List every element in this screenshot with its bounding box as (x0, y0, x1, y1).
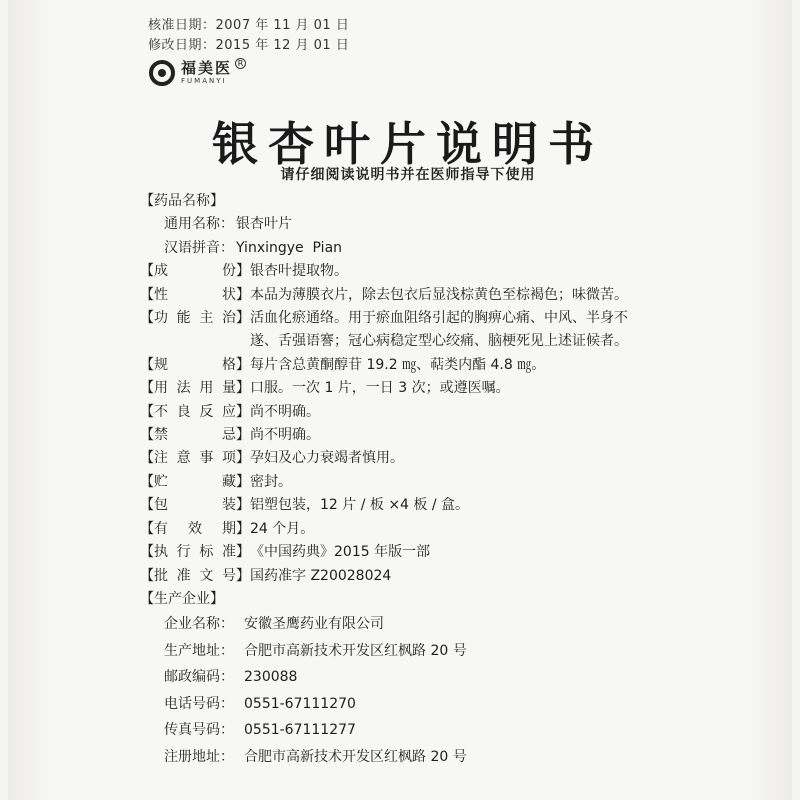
section-row: 【 不良反应 】 尚不明确。 (140, 401, 700, 424)
manufacturer-label: 邮政编码： (164, 669, 234, 686)
section-label: 注意事项 (154, 450, 236, 467)
leaflet-sheet (8, 0, 792, 800)
date-block (148, 16, 349, 56)
manufacturer-row (140, 664, 700, 691)
section-row: 【 包 装 】 铝塑包装，12 片 / 板 ×4 板 / 盒。 (140, 494, 700, 517)
generic-name-label: 通用名称： (164, 216, 234, 233)
section-value: 口服。一次 1 片，一日 3 次；或遵医嘱。 (250, 380, 510, 397)
section-label: 成 份 (154, 263, 236, 280)
revision-date: 修改日期：2015 年 12 月 01 日 (148, 38, 350, 53)
section-row: 【 成 份 】 银杏叶提取物。 (140, 260, 700, 283)
section-value-cont: 遂、舌强语謇；冠心病稳定型心绞痛、脑梗死见上述证候者。 (250, 333, 628, 350)
manufacturer-label: 传真号码： (164, 722, 234, 739)
section-row: 【 有 效 期 】 24 个月。 (140, 518, 700, 541)
section-value: 密封。 (250, 473, 292, 490)
section-label: 包 装 (154, 497, 236, 514)
section-row: 【 禁 忌 】 尚不明确。 (140, 424, 700, 447)
manufacturer-value: 0551-67111277 (244, 722, 356, 739)
manufacturer-label: 电话号码： (164, 695, 234, 712)
section-row: 【 性 状 】 本品为薄膜衣片，除去包衣后显浅棕黄色至棕褐色；味微苦。 (140, 284, 700, 307)
manufacturer-label: 注册地址： (164, 748, 234, 765)
section-row: 【 贮 藏 】 密封。 (140, 471, 700, 494)
section-label: 药品名称 (154, 193, 210, 209)
brand-name-cn: 福美医 (181, 59, 233, 77)
section-label: 功能主治 (154, 310, 236, 327)
section-value: 国药准字 Z20028024 (250, 567, 392, 584)
manufacturer-row (140, 744, 700, 771)
manufacturer-row (140, 717, 700, 744)
section-row: 【 执行标准 】 《中国药典》2015 年版一部 (140, 541, 700, 564)
approval-date: 核准日期：2007 年 11 月 01 日 (148, 18, 350, 33)
logo-circle-icon (149, 60, 175, 86)
section-manufacturer-heading: 【 生产企业 】 (140, 588, 700, 611)
section-label: 执行标准 (154, 544, 236, 561)
section-value: 《中国药典》2015 年版一部 (250, 544, 431, 561)
manufacturer-row (140, 638, 700, 665)
section-label: 批准文号 (154, 567, 236, 584)
section-row: 【 用法用量 】 口服。一次 1 片，一日 3 次；或遵医嘱。 (140, 377, 700, 400)
section-label: 不良反应 (154, 403, 236, 420)
section-label: 性 状 (154, 286, 236, 303)
section-row: 【 注意事项 】 孕妇及心力衰竭者慎用。 (140, 447, 700, 470)
generic-name-row (140, 213, 700, 236)
manufacturer-label: 生产地址： (164, 642, 234, 659)
manufacturer-row (140, 611, 700, 638)
section-label: 生产企业 (154, 590, 210, 607)
document-title: 银杏叶片说明书 (212, 117, 604, 171)
manufacturer-label: 企业名称： (164, 616, 234, 633)
manufacturer-value: 合肥市高新技术开发区红枫路 20 号 (244, 642, 467, 659)
section-row: 【 规 格 】 每片含总黄酮醇苷 19.2 ㎎、萜类内酯 4.8 ㎎。 (140, 354, 700, 377)
pinyin-value: Yinxingye Pian (236, 239, 343, 256)
brand-name-en: FUMANYI (181, 77, 227, 85)
leaflet-body (140, 190, 700, 770)
section-value: 尚不明确。 (250, 403, 320, 420)
registered-mark-icon: R (235, 58, 246, 69)
section-row: 【 批准文号 】 国药准字 Z20028024 (140, 565, 700, 588)
manufacturer-row (140, 691, 700, 718)
section-label: 贮 藏 (154, 473, 236, 490)
manufacturer-value: 安徽圣鹰药业有限公司 (244, 616, 384, 633)
pinyin-label: 汉语拼音： (164, 239, 234, 256)
section-label: 用法用量 (154, 380, 236, 397)
section-value: 尚不明确。 (250, 427, 320, 444)
manufacturer-value: 230088 (244, 669, 298, 686)
manufacturer-value: 0551-67111270 (244, 695, 356, 712)
section-row: 【 功能主治 】 活血化瘀通络。用于瘀血阻络引起的胸痹心痛、中风、半身不 遂、舌强语謇；冠心病稳定型心绞痛、脑梗死见上述证候者。 (140, 307, 700, 354)
brand-text (181, 60, 232, 86)
section-value: 每片含总黄酮醇苷 19.2 ㎎、萜类内酯 4.8 ㎎。 (250, 356, 546, 373)
document-subtitle: 请仔细阅读说明书并在医师指导下使用 (280, 167, 536, 183)
section-value: 孕妇及心力衰竭者慎用。 (250, 450, 404, 467)
section-value: 铝塑包装，12 片 / 板 ×4 板 / 盒。 (250, 497, 470, 514)
section-value: 银杏叶提取物。 (250, 263, 348, 280)
pinyin-row (140, 237, 700, 260)
section-label: 规 格 (154, 356, 236, 373)
section-value: 24 个月。 (250, 520, 315, 537)
brand-logo (149, 59, 244, 86)
manufacturer-value: 合肥市高新技术开发区红枫路 20 号 (244, 748, 467, 765)
section-value: 活血化瘀通络。用于瘀血阻络引起的胸痹心痛、中风、半身不 遂、舌强语謇；冠心病稳定型心绞痛、脑梗死见上述证候者。 (250, 310, 628, 350)
section-label: 禁 忌 (154, 427, 236, 444)
section-label: 有 效 期 (154, 520, 236, 537)
generic-name-value: 银杏叶片 (236, 216, 292, 233)
section-drug-name-heading: 【 药品名称 】 (140, 190, 700, 213)
section-value: 本品为薄膜衣片，除去包衣后显浅棕黄色至棕褐色；味微苦。 (250, 286, 628, 303)
